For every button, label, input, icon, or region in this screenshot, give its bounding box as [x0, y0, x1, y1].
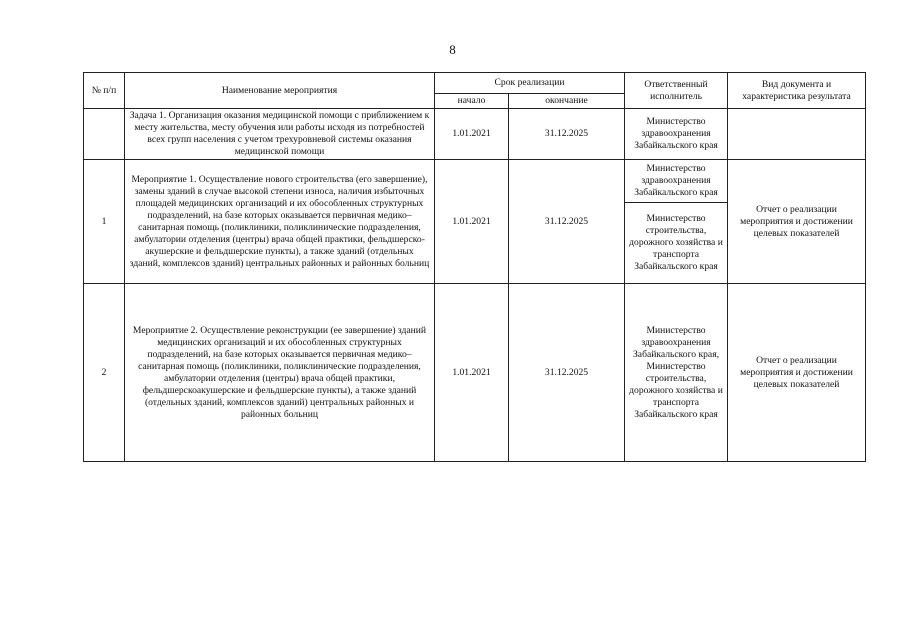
task-name: Задача 1. Организация оказания медицинской помощи с приближением к месту жительства, месту обучения или работы исходя из потребностей всех групп населения с учетом трехуровневой системы оказания медицинской помощи	[125, 109, 435, 160]
task-doc-type	[728, 109, 866, 160]
task-end: 31.12.2025	[509, 109, 625, 160]
row1-end: 31.12.2025	[509, 160, 625, 284]
row2-name: Мероприятие 2. Осуществление реконструкции (ее завершение) зданий медицинских организаций и их обособленных структурных подразделений, на базе которых оказывается первичная медико–санитарная помощь (поликлиники, поликлинические подразделения, амбулатории отделения (центры) врача общей практики, фельдшерскоакушерские и фельдшерские пункты), а также зданий (отдельных зданий, комплексов зданий) центральных районных и районных больниц	[125, 284, 435, 462]
task-start: 1.01.2021	[435, 109, 509, 160]
row2-start: 1.01.2021	[435, 284, 509, 462]
header-end: окончание	[509, 94, 625, 109]
row2-end: 31.12.2025	[509, 284, 625, 462]
measures-table	[83, 72, 866, 462]
row1-start: 1.01.2021	[435, 160, 509, 284]
page-number: 8	[449, 42, 456, 57]
task-num	[84, 109, 125, 160]
header-executor: Ответственный исполнитель	[625, 73, 728, 109]
row2-doc-type: Отчет о реализации мероприятия и достижении целевых показателей	[728, 284, 866, 462]
task-executor: Министерство здравоохранения Забайкальского края	[625, 109, 728, 160]
row1-doc-type: Отчет о реализации мероприятия и достижении целевых показателей	[728, 160, 866, 284]
table-row-task	[84, 109, 866, 160]
table-row-2	[84, 284, 866, 462]
row1-name: Мероприятие 1. Осуществление нового строительства (его завершение), замены зданий в случае высокой степени износа, наличия избыточных площадей медицинских организаций и их обособленных структурных подразделений, на базе которых оказывается первичная медико–санитарная помощь (поликлиники, поликлинические подразделения, амбулатории отделения (центры) врача общей практики, фельдшерско-акушерские и фельдшерские пункты), а также зданий (отдельных зданий, комплексов зданий) центральных районных и районных больниц	[125, 160, 435, 284]
header-row-1	[84, 73, 866, 94]
header-period: Срок реализации	[435, 73, 625, 94]
row1-executor-1: Министерство здравоохранения Забайкальского края	[625, 160, 728, 203]
header-name: Наименование мероприятия	[125, 73, 435, 109]
row2-num: 2	[84, 284, 125, 462]
row1-executor-2: Министерство строительства, дорожного хозяйства и транспорта Забайкальского края	[625, 203, 728, 284]
row1-num: 1	[84, 160, 125, 284]
table-row-1	[84, 160, 866, 203]
header-num: № п/п	[84, 73, 125, 109]
header-start: начало	[435, 94, 509, 109]
row2-executor: Министерство здравоохранения Забайкальского края, Министерство строительства, дорожного хозяйства и транспорта Забайкальского края	[625, 284, 728, 462]
header-doc-type: Вид документа и характеристика результата	[728, 73, 866, 109]
